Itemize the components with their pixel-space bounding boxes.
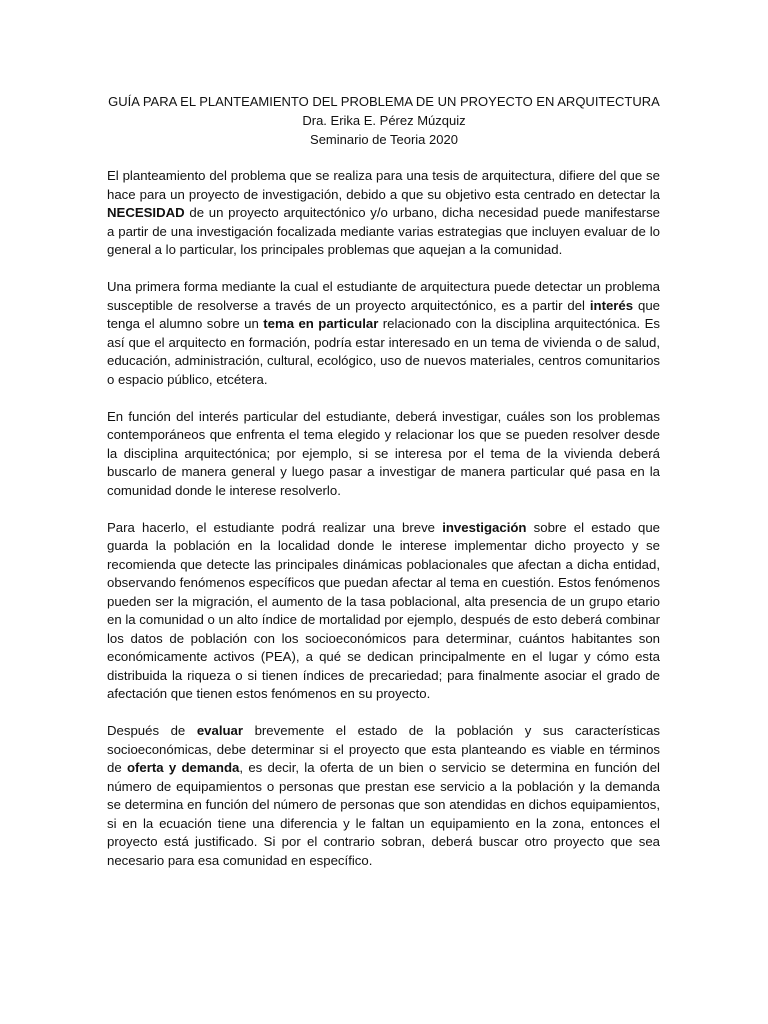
paragraph-3-text: En función del interés particular del estudiante, deberá investigar, cuáles son los problemas contemporáneos que enfrenta el tema elegido y relacionar los que se pueden resolver desde la disciplina arquitectónica; por ejemplo, si se interesa por el tema de la vivienda deberá buscarlo de manera general y luego pasar a investigar de manera particular qué pasa en la comunidad donde le interese resolverlo. xyxy=(107,408,660,498)
paragraph-2-emphasis-interes: interés xyxy=(589,297,634,313)
paragraph-5-text-c: brevemente el estado de la población y sus características socioeconómicas, debe determinar si el proyecto que esta planteando es viable en términos de xyxy=(107,723,661,775)
paragraph-5-text-a: Después de xyxy=(107,723,197,738)
document-body xyxy=(107,167,660,889)
document-header xyxy=(0,92,768,149)
paragraph-5-emphasis-evaluar: evaluar xyxy=(196,723,244,738)
paragraph-1-text-c: de un proyecto arquitectónico y/o urbano, dicha necesidad puede manifestarse a partir de una investigación focalizada mediante varias estrategias que incluyen evaluar de lo general a lo particular, los principales problemas que aquejan a la comunidad. xyxy=(107,205,660,257)
paragraph-3 xyxy=(107,408,660,501)
paragraph-5 xyxy=(107,722,660,870)
paragraph-5-emphasis-oferta-demanda: oferta y demanda xyxy=(126,760,240,775)
paragraph-4-emphasis-investigacion: investigación xyxy=(442,519,527,535)
paragraph-2-emphasis-tema: tema en particular xyxy=(263,316,379,331)
paragraph-1 xyxy=(107,167,660,260)
document-course: Seminario de Teoria 2020 xyxy=(310,132,458,147)
paragraph-4 xyxy=(107,519,660,704)
paragraph-2-text-c: que tenga el alumno sobre un xyxy=(107,297,660,331)
document-title: GUÍA PARA EL PLANTEAMIENTO DEL PROBLEMA DE UN PROYECTO EN ARQUITECTURA xyxy=(108,94,660,109)
paragraph-4-text-a: Para hacerlo, el estudiante podrá realizar una breve xyxy=(107,519,443,535)
paragraph-5-text-e: , es decir, la oferta de un bien o servicio se determina en función del número de equipamientos o personas que prestan ese servicio a la población y la demanda se determina en función del número de personas que son atendidas en dichos equipamientos, si en la ecuación tiene una diferencia y le faltan un equipamiento en la zona, entonces el proyecto está justificado. Si por el contrario sobran, deberá buscar otro proyecto que sea necesario para esa comunidad en específico. xyxy=(107,760,660,868)
paragraph-1-text-a: El planteamiento del problema que se realiza para una tesis de arquitectura, difiere del que se hace para un proyecto de investigación, debido a que su objetivo esta centrado en detectar la xyxy=(107,168,660,202)
paragraph-1-emphasis-necesidad: NECESIDAD xyxy=(107,205,185,220)
document-author: Dra. Erika E. Pérez Múzquiz xyxy=(302,113,466,128)
paragraph-2-text-e: relacionado con la disciplina arquitectónica. Es así que el arquitecto en formación, podría estar interesado en un tema de vivienda o de salud, educación, administración, cultural, ecológico, uso de nuevos materiales, centros comunitarios o espacio público, etcétera. xyxy=(107,316,660,387)
paragraph-2-text-a: Una primera forma mediante la cual el estudiante de arquitectura puede detectar un problema susceptible de resolverse a través de un proyecto arquitectónico, es a partir del xyxy=(107,279,660,313)
paragraph-4-text-c: sobre el estado que guarda la población en la localidad donde le interese implementar dicho proyecto y se recomienda que detecte las principales dinámicas poblacionales que afectan a dicha entidad, observando fenómenos específicos que puedan afectar al tema en cuestión. Estos fenómenos pueden ser la migración, el aumento de la tasa poblacional, alta presencia de un grupo etario en la comunidad o un alto índice de mortalidad por ejemplo, después de esto deberá combinar los datos de población con los socioeconómicos para determinar, cuántos habitantes son económicamente activos (PEA), a qué se dedican principalmente en el lugar y cómo esta distribuida la riqueza o si tienen índices de precariedad; para finalmente asociar el grado de afectación que tienen estos fenómenos en su proyecto. xyxy=(107,519,660,701)
paragraph-2 xyxy=(107,278,660,389)
